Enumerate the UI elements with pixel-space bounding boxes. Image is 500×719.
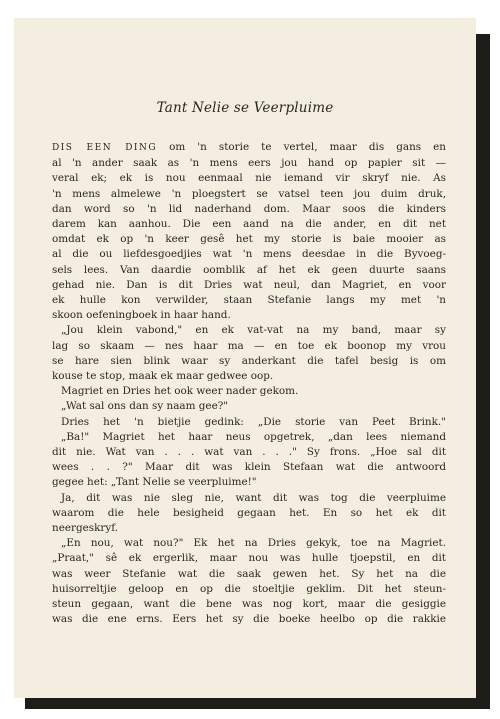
text-line: dit nie. Wat van . . . wat van . . ." Sy frons. „Hoe sal dit bbox=[52, 446, 446, 459]
text-line: ek hulle kon verwilder, staan Stefanie langs my met 'n bbox=[52, 294, 446, 307]
text-line: Ja, dit was nie sleg nie, want dit was tog die veerpluime bbox=[61, 491, 446, 504]
line-text: om 'n storie te vertel, maar dis gans en bbox=[157, 141, 447, 153]
text-line: darem kan aanhou. Die een aand na die ander, en dit net bbox=[52, 218, 446, 231]
opening-small-caps: DIS EEN DING bbox=[52, 143, 158, 153]
text-line: neergeskryf. bbox=[52, 522, 119, 535]
text-line: „Praat," sê ek ergerlik, maar nou was hulle tjoepstil, en dit bbox=[52, 552, 446, 565]
text-line: al 'n ander saak as 'n mens eers jou hand op papier sit — bbox=[52, 157, 446, 170]
text-line bbox=[52, 140, 446, 156]
text-line: „Jou klein vabond," en ek vat-vat na my band, maar sy bbox=[61, 324, 446, 337]
chapter-title: Tant Nelie se Veerpluime bbox=[156, 100, 334, 116]
text-line: Magriet en Dries het ook weer nader gekom. bbox=[61, 385, 299, 398]
text-line: Dries het 'n bietjie gedink: „Die storie van Peet Brink." bbox=[61, 415, 446, 428]
text-line: 'n mens almelewe 'n ploegstert se vatsel teen jou duim druk, bbox=[52, 187, 446, 200]
text-line: „Ba!" Magriet het haar neus opgetrek, „dan lees niemand bbox=[61, 430, 446, 443]
text-line: gegee het: „Tant Nelie se veerpluime!" bbox=[52, 476, 257, 489]
text-line: „En nou, wat nou?" Ek het na Dries gekyk, toe na Magriet. bbox=[61, 537, 446, 550]
text-line: was weer Stefanie wat die saak gewen het. Sy het na die bbox=[52, 567, 446, 580]
text-line: sels lees. Van daardie oomblik af het ek geen duurte saans bbox=[52, 263, 446, 276]
text-line: gehad nie. Dan is dit Dries wat neul, dan Magriet, en voor bbox=[52, 278, 446, 291]
text-line: omdat ek op 'n keer gesê het my storie is baie mooier as bbox=[52, 233, 446, 246]
text-line: „Wat sal ons dan sy naam gee?" bbox=[61, 400, 229, 413]
text-line: steun gegaan, want die bene was nog kort, maar die gesiggie bbox=[52, 598, 446, 611]
text-line: veral ek; ek is nou eenmaal nie iemand vir skryf nie. As bbox=[52, 172, 446, 185]
body-text bbox=[52, 140, 446, 628]
text-line: al die ou liefdesgoedjies wat 'n mens deesdae in die Byvoeg- bbox=[52, 248, 446, 261]
text-line: waarom die hele besigheid gegaan het. En so het ek dit bbox=[52, 506, 446, 519]
text-line: was die ene erns. Eers het sy die boeke heelbo op die rakkie bbox=[52, 613, 446, 626]
text-line: wees . . ?" Maar dit was klein Stefaan wat die antwoord bbox=[52, 461, 446, 474]
text-line: dan word so 'n lid naderhand dom. Maar soos die kinders bbox=[52, 202, 446, 215]
text-line: huisorreltjie geloop en op die stoeltjie geklim. Dit het steun- bbox=[52, 582, 446, 595]
text-line: lag so skaam — nes haar ma — en toe ek boonop my vrou bbox=[52, 339, 446, 352]
book-page bbox=[14, 18, 476, 698]
text-line: kouse te stop, maak ek maar gedwee oop. bbox=[52, 370, 274, 383]
text-line: se hare sien blink waar sy anderkant die tafel besig is om bbox=[52, 354, 446, 367]
text-line: skoon oefeningboek in haar hand. bbox=[52, 309, 231, 322]
